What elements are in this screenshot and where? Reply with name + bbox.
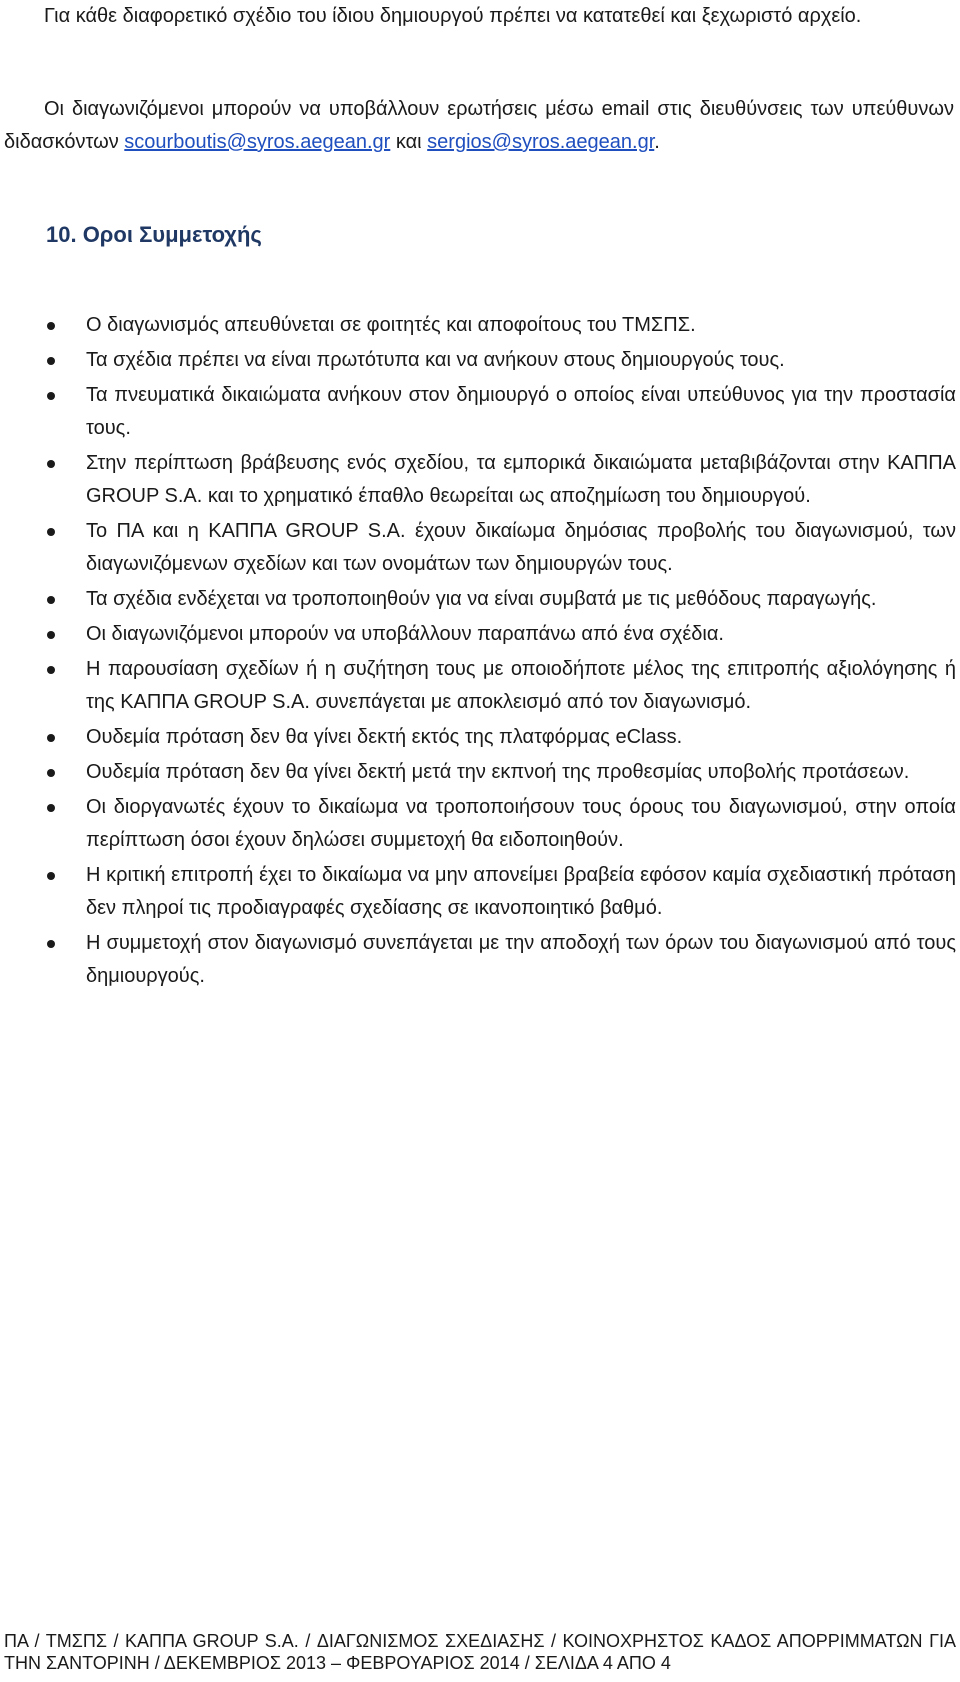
paragraph-separate-file: Για κάθε διαφορετικό σχέδιο του ίδιου δημιουργού πρέπει να κατατεθεί και ξεχωριστό αρχείο. — [44, 5, 862, 27]
bullet-icon — [47, 357, 55, 365]
bullet-icon — [47, 392, 55, 400]
paragraph-text-middle: και — [390, 131, 428, 153]
email-link-sergios[interactable]: sergios@syros.aegean.gr — [427, 131, 655, 153]
bullet-icon — [47, 734, 55, 742]
list-item — [0, 379, 960, 445]
list-item — [0, 791, 960, 857]
list-item — [0, 756, 960, 789]
bullet-icon — [47, 322, 55, 330]
paragraph-questions-email — [4, 93, 954, 159]
list-item — [0, 344, 960, 377]
list-item-text: Η κριτική επιτροπή έχει το δικαίωμα να μην απονείμει βραβεία εφόσον καμία σχεδιαστική πρόταση δεν πληροί τις προδιαγραφές σχεδίασης σε ικανοποιητικό βαθμό. — [86, 864, 956, 919]
bullet-icon — [47, 596, 55, 604]
bullet-icon — [47, 631, 55, 639]
list-item-text: Ουδεμία πρόταση δεν θα γίνει δεκτή εκτός της πλατφόρμας eClass. — [86, 726, 683, 748]
list-item-text: Τα πνευματικά δικαιώματα ανήκουν στον δημιουργό ο οποίος είναι υπεύθυνος για την προστασία τους. — [86, 384, 956, 439]
list-item — [0, 309, 960, 342]
terms-list — [0, 309, 960, 995]
list-item-text: Οι διαγωνιζόμενοι μπορούν να υποβάλλουν παραπάνω από ένα σχέδια. — [86, 623, 724, 645]
list-item-text: Ο διαγωνισμός απευθύνεται σε φοιτητές και αποφοίτους του ΤΜΣΠΣ. — [86, 314, 696, 336]
paragraph-text-after: . — [654, 131, 660, 153]
bullet-icon — [47, 940, 55, 948]
bullet-icon — [47, 528, 55, 536]
list-item-text: Οι διοργανωτές έχουν το δικαίωμα να τροποποιήσουν τους όρους του διαγωνισμού, στην οποία περίπτωση όσοι έχουν δηλώσει συμμετοχή θα ειδοποιηθούν. — [86, 796, 956, 851]
list-item — [0, 721, 960, 754]
list-item — [0, 653, 960, 719]
paragraph-text-before: Οι διαγωνιζόμενοι μπορούν να υποβάλλουν ερωτήσεις μέσω email στις διευθύνσεις των υπεύθυνων διδασκόντων — [4, 98, 954, 153]
list-item-text: Ουδεμία πρόταση δεν θα γίνει δεκτή μετά την εκπνοή της προθεσμίας υποβολής προτάσεων. — [86, 761, 910, 783]
section-heading: 10. Οροι Συμμετοχής — [46, 222, 262, 247]
list-item — [0, 927, 960, 993]
bullet-icon — [47, 460, 55, 468]
email-link-scourboutis[interactable]: scourboutis@syros.aegean.gr — [124, 131, 391, 153]
list-item-text: Το ΠΑ και η ΚΑΠΠΑ GROUP S.A. έχουν δικαίωμα δημόσιας προβολής του διαγωνισμού, των διαγωνιζόμενων σχεδίων και των ονομάτων των δημιουργών τους. — [86, 520, 956, 575]
list-item — [0, 618, 960, 651]
list-item-text: Τα σχέδια πρέπει να είναι πρωτότυπα και να ανήκουν στους δημιουργούς τους. — [86, 349, 785, 371]
list-item — [0, 515, 960, 581]
bullet-icon — [47, 872, 55, 880]
list-item-text: Η συμμετοχή στον διαγωνισμό συνεπάγεται με την αποδοχή των όρων του διαγωνισμού από τους δημιουργούς. — [86, 932, 956, 987]
list-item-text: Στην περίπτωση βράβευσης ενός σχεδίου, τα εμπορικά δικαιώματα μεταβιβάζονται στην ΚΑΠΠΑ GROUP S.A. και το χρηματικό έπαθλο θεωρείται ως αποζημίωση του δημιουργού. — [86, 452, 956, 507]
list-item — [0, 583, 960, 616]
bullet-icon — [47, 804, 55, 812]
list-item — [0, 859, 960, 925]
list-item-text: Η παρουσίαση σχεδίων ή η συζήτηση τους με οποιοδήποτε μέλος της επιτροπής αξιολόγησης ή της ΚΑΠΠΑ GROUP S.A. συνεπάγεται με αποκλεισμό από τον διαγωνισμό. — [86, 658, 956, 713]
bullet-icon — [47, 769, 55, 777]
list-item-text: Τα σχέδια ενδέχεται να τροποποιηθούν για να είναι συμβατά με τις μεθόδους παραγωγής. — [86, 588, 877, 610]
page-footer: ΠΑ / ΤΜΣΠΣ / ΚΑΠΠΑ GROUP S.A. / ΔΙΑΓΩΝΙΣΜΟΣ ΣΧΕΔΙΑΣΗΣ / ΚΟΙΝΟΧΡΗΣΤΟΣ ΚΑΔΟΣ ΑΠΟΡΡΙΜΜΑΤΩΝ ΓΙΑ ΤΗΝ ΣΑΝΤΟΡΙΝΗ / ΔΕΚΕΜΒΡΙΟΣ 2013 – ΦΕΒΡΟΥΑΡΙΟΣ 2014 / ΣΕΛΙΔΑ 4 ΑΠΟ 4 — [4, 1631, 956, 1673]
bullet-icon — [47, 666, 55, 674]
list-item — [0, 447, 960, 513]
